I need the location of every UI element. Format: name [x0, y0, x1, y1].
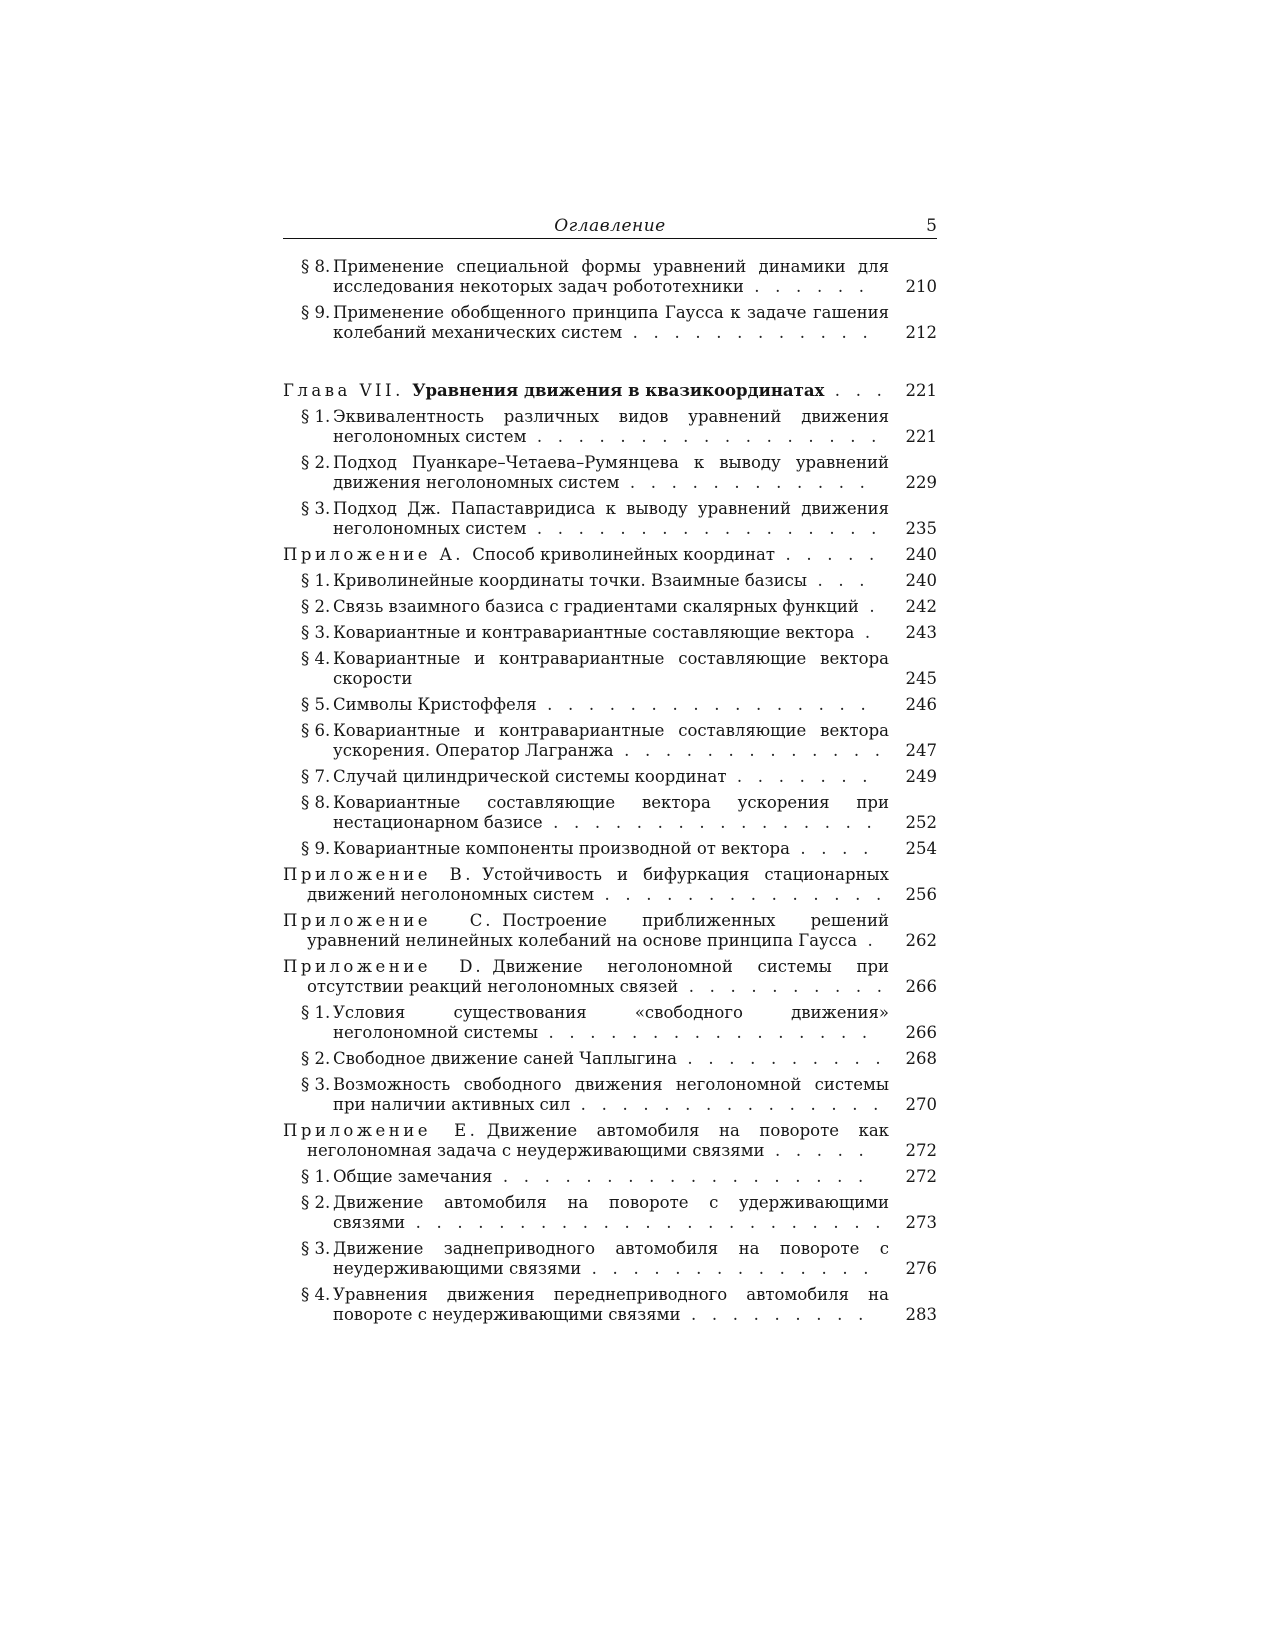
entry-page-number: 247	[905, 741, 937, 760]
dot-leader: . . . . .	[775, 545, 880, 564]
section-number: § 3.	[301, 499, 331, 518]
entry-prefix: Приложение D.	[283, 957, 485, 976]
entry-page-number: 212	[905, 323, 937, 342]
entry-page-number: 272	[905, 1167, 937, 1186]
entry-title: Связь взаимного базиса с градиентами скалярных функций	[333, 597, 859, 616]
section-number: § 8.	[301, 257, 331, 276]
section-number: § 5.	[301, 695, 331, 714]
toc-section-entry[interactable]	[283, 1003, 937, 1043]
dot-leader: . . . . . . . . . . . . . . . .	[538, 1023, 873, 1042]
dot-leader: .	[854, 623, 876, 642]
toc-chapter-entry[interactable]	[283, 957, 937, 997]
entry-title: Ковариантные компоненты производной от вектора	[333, 839, 790, 858]
dot-leader: . . . . . . . . . . . .	[622, 323, 873, 342]
entry-page-number: 210	[905, 277, 937, 296]
entry-page-number: 283	[905, 1305, 937, 1324]
dot-leader: .	[857, 931, 878, 950]
running-header-title: Оглавление	[554, 216, 666, 236]
entry-title: Символы Кристоффеля	[333, 695, 537, 714]
entry-title: Применение специальной формы уравнений динамики для исследования некоторых задач робототехники	[333, 257, 889, 296]
entry-title: Устойчивость и бифуркация стационарных движений неголономных систем	[307, 865, 889, 904]
dot-leader: . . . . . . . . . . . . . .	[594, 885, 887, 904]
entry-page-number: 254	[905, 839, 937, 858]
dot-leader: . . . . . . . . . . . . . . . . .	[526, 427, 882, 446]
dot-leader: . . . . . . . . . . . . . . . .	[542, 813, 877, 832]
entry-title: Криволинейные координаты точки. Взаимные базисы	[333, 571, 808, 590]
section-number: § 2.	[301, 597, 331, 616]
section-number: § 4.	[301, 1285, 331, 1304]
section-number: § 4.	[301, 649, 331, 668]
entry-page-number: 243	[905, 623, 937, 642]
entry-page-number: 229	[905, 473, 937, 492]
entry-page-number: 245	[905, 669, 937, 688]
toc-section-entry[interactable]	[283, 649, 937, 689]
entry-prefix: Глава VII.	[283, 381, 404, 400]
dot-leader: . . .	[807, 571, 870, 590]
entry-page-number: 242	[905, 597, 937, 616]
entry-title: Ковариантные и контравариантные составляющие вектора	[333, 623, 855, 642]
section-number: § 2.	[301, 453, 331, 472]
entry-title: Эквивалентность различных видов уравнений движения неголономных систем	[333, 407, 889, 446]
entry-title: Уравнения движения переднеприводного автомобиля на повороте с неудерживающими связями	[333, 1285, 889, 1324]
entry-title: Движение неголономной системы при отсутствии реакций неголономных связей	[307, 957, 889, 996]
toc-section-entry[interactable]	[283, 1075, 937, 1115]
toc-section-entry[interactable]	[283, 303, 937, 343]
section-number: § 6.	[301, 721, 331, 740]
toc-section-entry[interactable]	[283, 499, 937, 539]
entry-title: Применение обобщенного принципа Гаусса к задаче гашения колебаний механических систем	[333, 303, 889, 342]
section-number: § 8.	[301, 793, 331, 812]
section-number: § 9.	[301, 303, 331, 322]
toc-chapter-entry[interactable]	[283, 911, 937, 951]
entry-title: Движение автомобиля на повороте как неголономная задача с неудерживающими связями	[307, 1121, 889, 1160]
toc-section-entry[interactable]	[283, 695, 937, 715]
entry-page-number: 246	[905, 695, 937, 714]
section-number: § 7.	[301, 767, 331, 786]
toc-section-entry[interactable]	[283, 257, 937, 297]
toc-section-entry[interactable]	[283, 793, 937, 833]
toc-section-entry[interactable]	[283, 453, 937, 493]
dot-leader: . . . . . .	[743, 277, 870, 296]
entry-page-number: 256	[905, 885, 937, 904]
entry-title: Случай цилиндрической системы координат	[333, 767, 727, 786]
toc-chapter-entry[interactable]	[283, 381, 937, 401]
toc-section-entry[interactable]	[283, 1193, 937, 1233]
toc-section-entry[interactable]	[283, 1167, 937, 1187]
entry-title: Свободное движение саней Чаплыгина	[333, 1049, 677, 1068]
running-header	[283, 208, 937, 239]
page-number: 5	[926, 216, 937, 236]
toc-section-entry[interactable]	[283, 597, 937, 617]
entry-page-number: 252	[905, 813, 937, 832]
toc-section-entry[interactable]	[283, 1239, 937, 1279]
toc-section-entry[interactable]	[283, 407, 937, 447]
entry-title: Условия существования «свободного движения» неголономной системы	[333, 1003, 889, 1042]
entry-title: Ковариантные и контравариантные составляющие вектора скорости	[333, 649, 889, 688]
document-page	[283, 208, 937, 1331]
dot-leader: . . . . . . .	[726, 767, 873, 786]
section-number: § 9.	[301, 839, 331, 858]
toc-section-entry[interactable]	[283, 839, 937, 859]
entry-title: Подход Пуанкаре–Четаева–Румянцева к выводу уравнений движения неголономных систем	[333, 453, 889, 492]
entry-prefix: Приложение A.	[283, 545, 464, 564]
toc-section-entry[interactable]	[283, 1285, 937, 1325]
dot-leader: . . . . . . . . . . . . . .	[581, 1259, 874, 1278]
entry-page-number: 266	[905, 1023, 937, 1042]
dot-leader: . . . . .	[764, 1141, 869, 1160]
dot-leader: . . . . . . . . . . . . . . . . .	[526, 519, 882, 538]
entry-title: Ковариантные составляющие вектора ускорения при нестационарном базисе	[333, 793, 889, 832]
dot-leader: . . .	[824, 381, 888, 400]
toc-chapter-entry[interactable]	[283, 1121, 937, 1161]
toc-section-entry[interactable]	[283, 767, 937, 787]
dot-leader: .	[858, 597, 880, 616]
entry-prefix: Приложение B.	[283, 865, 474, 884]
entry-page-number: 221	[905, 427, 937, 446]
section-number: § 1.	[301, 407, 331, 426]
dot-leader: . . . . . . . . . . . . . . .	[570, 1095, 884, 1114]
entry-page-number: 266	[905, 977, 937, 996]
entry-page-number: 240	[905, 571, 937, 590]
entry-title: Движение заднеприводного автомобиля на повороте с неудерживающими связями	[333, 1239, 889, 1278]
dot-leader: . . . . . . . . . .	[676, 1049, 886, 1068]
section-number: § 3.	[301, 1239, 331, 1258]
entry-title: Построение приближенных решений уравнений нелинейных колебаний на основе принципа Гаусса	[307, 911, 889, 950]
entry-page-number: 273	[905, 1213, 937, 1232]
section-number: § 3.	[301, 623, 331, 642]
entry-title: Подход Дж. Папаставридиса к выводу уравнений движения неголономных систем	[333, 499, 889, 538]
dot-leader: . . . . . . . . . . . . . . . .	[536, 695, 871, 714]
entry-prefix: Приложение C.	[283, 911, 494, 930]
dot-leader: . . . . . . . . . . . . . . . . . . . . . . .	[405, 1213, 886, 1232]
section-number: § 3.	[301, 1075, 331, 1094]
entry-title: Ковариантные и контравариантные составляющие вектора ускорения. Оператор Лагранжа	[333, 721, 889, 760]
entry-page-number: 221	[905, 381, 937, 400]
entry-title: Уравнения движения в квазикоординатах	[412, 381, 825, 400]
dot-leader: . . . . . . . . . .	[678, 977, 888, 996]
entry-prefix: Приложение E.	[283, 1121, 479, 1140]
entry-page-number: 235	[905, 519, 937, 538]
section-number: § 1.	[301, 1167, 331, 1186]
dot-leader: . . . .	[789, 839, 874, 858]
entry-title: Способ криволинейных координат	[472, 545, 776, 564]
entry-page-number: 262	[905, 931, 937, 950]
dot-leader: . . . . . . . . .	[680, 1305, 869, 1324]
entry-page-number: 249	[905, 767, 937, 786]
dot-leader: . . . . . . . . . . . . . . . . . .	[492, 1167, 869, 1186]
dot-leader: . . . . . . . . . . . . .	[613, 741, 886, 760]
entry-title: Возможность свободного движения неголономной системы при наличии активных сил	[333, 1075, 889, 1114]
toc-section-entry[interactable]	[283, 571, 937, 591]
section-number: § 1.	[301, 1003, 331, 1022]
entry-page-number: 268	[905, 1049, 937, 1068]
table-of-contents	[283, 257, 937, 1325]
toc-chapter-entry[interactable]	[283, 545, 937, 565]
entry-page-number: 276	[905, 1259, 937, 1278]
entry-page-number: 270	[905, 1095, 937, 1114]
toc-section-entry[interactable]	[283, 1049, 937, 1069]
section-number: § 1.	[301, 571, 331, 590]
toc-section-entry[interactable]	[283, 623, 937, 643]
entry-title: Движение автомобиля на повороте с удерживающими связями	[333, 1193, 889, 1232]
section-number: § 2.	[301, 1193, 331, 1212]
section-number: § 2.	[301, 1049, 331, 1068]
entry-title: Общие замечания	[333, 1167, 493, 1186]
entry-page-number: 272	[905, 1141, 937, 1160]
entry-page-number: 240	[905, 545, 937, 564]
toc-chapter-entry[interactable]	[283, 865, 937, 905]
dot-leader: . . . . . . . . . . . .	[619, 473, 871, 492]
toc-section-entry[interactable]	[283, 721, 937, 761]
